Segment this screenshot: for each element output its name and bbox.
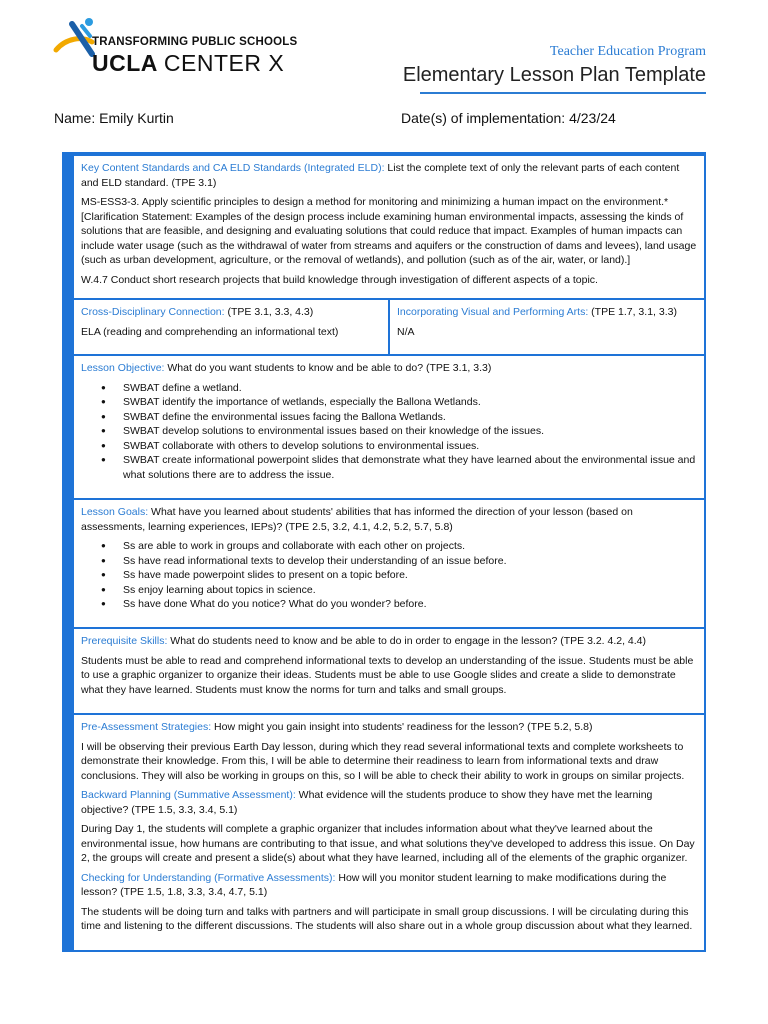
checking-understanding-prompt: How will you monitor student learning to make modifications during the lesson? (TPE 1.5, 1.8, 3.3, 3.4, 4.7, 5.1) (81, 871, 667, 898)
logo-tagline: TRANSFORMING PUBLIC SCHOOLS (92, 36, 298, 48)
prereq-answer: Students must be able to read and comprehend informational texts to develop an understanding of the issue. Students must be able to use a graphic organizer to organize their ideas. Students must be able to use Google slides and create a slide to demonstrate what they have learned. Students must know the norms for turn and talks and small groups. (81, 654, 694, 696)
pre-assessment-prompt: How might you gain insight into students' readiness for the lesson? (TPE 5.2, 5.8) (211, 721, 593, 733)
objective-label: Lesson Objective: (81, 362, 165, 374)
ucla-center-x-logo (52, 16, 298, 82)
standards-text-2: W.4.7 Conduct short research projects that build knowledge through investigation of different aspects of a topic. (81, 273, 598, 286)
cross-disciplinary-cell (74, 300, 388, 354)
standards-text-1: MS-ESS3-3. Apply scientific principles to design a method for monitoring and minimizing a human impact on the environment.*[Clarification Statement: Examples of the design process include examining human environmental impacts, assessing the kinds of solutions that are feasible, and designing and evaluating solutions that could reduce that impact. Examples of human impacts can include water usage (such as the withdrawal of water from streams and aquifers or the construction of dams and levees), land usage (such as urban development, agriculture, or the removal of wetlands), and pollution (such as of the air, water, or land).] (81, 196, 697, 266)
arts-label: Incorporating Visual and Performing Arts: (397, 306, 589, 318)
pre-assessment-heading (81, 720, 698, 735)
goals-prompt: What have you learned about students' abilities that has informed the direction of your lesson (based on assessments, learning experiences, IEPs)? (TPE 2.5, 3.2, 4.1, 4.2, 5.2, 5.7, 5.8) (81, 506, 633, 533)
goals-heading (81, 505, 698, 534)
backward-planning-prompt: What evidence will the students produce to show they have met the learning objective? (TPE 1.5, 3.3, 3.4, 5.1) (81, 789, 653, 816)
document-title: Elementary Lesson Plan Template (402, 64, 706, 86)
teacher-name: Name: Emily Kurtin (54, 110, 174, 126)
standards-label: Key Content Standards and CA ELD Standards (Integrated ELD): (81, 162, 385, 174)
goal-item: ● Ss have read informational texts to develop their understanding of an issue before. (123, 554, 698, 569)
objective-list (81, 381, 698, 483)
goal-item: ● Ss have done What do you notice? What do you wonder? before. (123, 597, 698, 612)
prereq-prompt: What do students need to know and be able to do in order to engage in the lesson? (TPE 3.2. 4.2, 4.4) (167, 635, 647, 647)
objective-section (74, 356, 704, 500)
pre-assessment-answer: I will be observing their previous Earth Day lesson, during which they read several informational texts and complete worksheets to demonstrate their knowledge. From this, I will be able to determine their readiness to learn from informational texts and draw conclusions. They will also be working in groups on this, so I will be able to check their ability to work in groups on similar projects. (81, 740, 685, 782)
objective-item: ● SWBAT create informational powerpoint slides that demonstrate what they have learned about the environmental issue and what solutions there are to address the issue. (123, 453, 698, 482)
backward-planning-heading (81, 788, 698, 817)
cross-prompt: (TPE 3.1, 3.3, 4.3) (224, 306, 314, 318)
standards-section (74, 156, 704, 300)
arts-cell (388, 300, 704, 354)
assessment-section (74, 715, 704, 950)
arts-prompt: (TPE 1.7, 3.1, 3.3) (588, 306, 677, 318)
checking-understanding-label: Checking for Understanding (Formative Assessments): (81, 871, 336, 884)
objective-item: ● SWBAT collaborate with others to develop solutions to environmental issues. (123, 439, 698, 454)
goals-list (81, 539, 698, 612)
logo-center-text: CENTER X (163, 50, 285, 76)
connections-section (74, 300, 704, 356)
lesson-plan-table (62, 152, 706, 952)
arts-answer: N/A (397, 325, 415, 338)
cross-label: Cross-Disciplinary Connection: (81, 306, 225, 318)
prereq-heading (81, 634, 698, 649)
logo-ucla-text: UCLA (92, 50, 158, 76)
pre-assessment-label: Pre-Assessment Strategies: (81, 721, 212, 733)
checking-understanding-heading (81, 871, 698, 900)
backward-planning-answer: During Day 1, the students will complete a graphic organizer that includes information about what they've learned about the environmental issue, how humans are contributing to that issue, and what solutions they've developed to address this issue. On Day 2, the groups will create and present a slide(s) about what they have learned, including all of the elements of the graphic organizer. (81, 823, 695, 864)
standards-prompt: List the complete text of only the relevant parts of each content and ELD standard. (TPE 3.1) (81, 162, 680, 189)
page-header (0, 0, 768, 100)
goal-item: ● Ss have made powerpoint slides to present on a topic before. (123, 568, 698, 583)
prerequisite-section (74, 629, 704, 715)
backward-planning-label: Backward Planning (Summative Assessment): (81, 789, 296, 801)
goals-section (74, 500, 704, 629)
objective-item: ● SWBAT define the environmental issues facing the Ballona Wetlands. (123, 410, 698, 425)
cross-heading (81, 305, 382, 320)
goal-item: ● Ss are able to work in groups and collaborate with each other on projects. (123, 539, 698, 554)
title-divider (420, 92, 706, 94)
goals-label: Lesson Goals: (81, 506, 149, 518)
objective-heading (81, 361, 698, 376)
cross-answer: ELA (reading and comprehending an informational text) (81, 325, 339, 338)
objective-item: ● SWBAT identify the importance of wetlands, especially the Ballona Wetlands. (123, 395, 698, 410)
objective-item: ● SWBAT develop solutions to environmental issues based on their knowledge of the issues. (123, 424, 698, 439)
prereq-label: Prerequisite Skills: (81, 635, 168, 647)
standards-heading (81, 161, 698, 190)
implementation-date: Date(s) of implementation: 4/23/24 (401, 110, 616, 126)
logo-wordmark (92, 50, 284, 77)
goal-item: ● Ss enjoy learning about topics in science. (123, 583, 698, 598)
checking-understanding-answer: The students will be doing turn and talks with partners and will participate in small group discussions. I will be circulating during this time and listening to the different discussions. The students will also share out in a whole group discussion about what they learned. (81, 905, 693, 932)
arts-heading (397, 305, 698, 320)
objective-item: ● SWBAT define a wetland. (123, 381, 698, 396)
program-name: Teacher Education Program (549, 44, 706, 59)
objective-prompt: What do you want students to know and be able to do? (TPE 3.1, 3.3) (164, 362, 492, 374)
